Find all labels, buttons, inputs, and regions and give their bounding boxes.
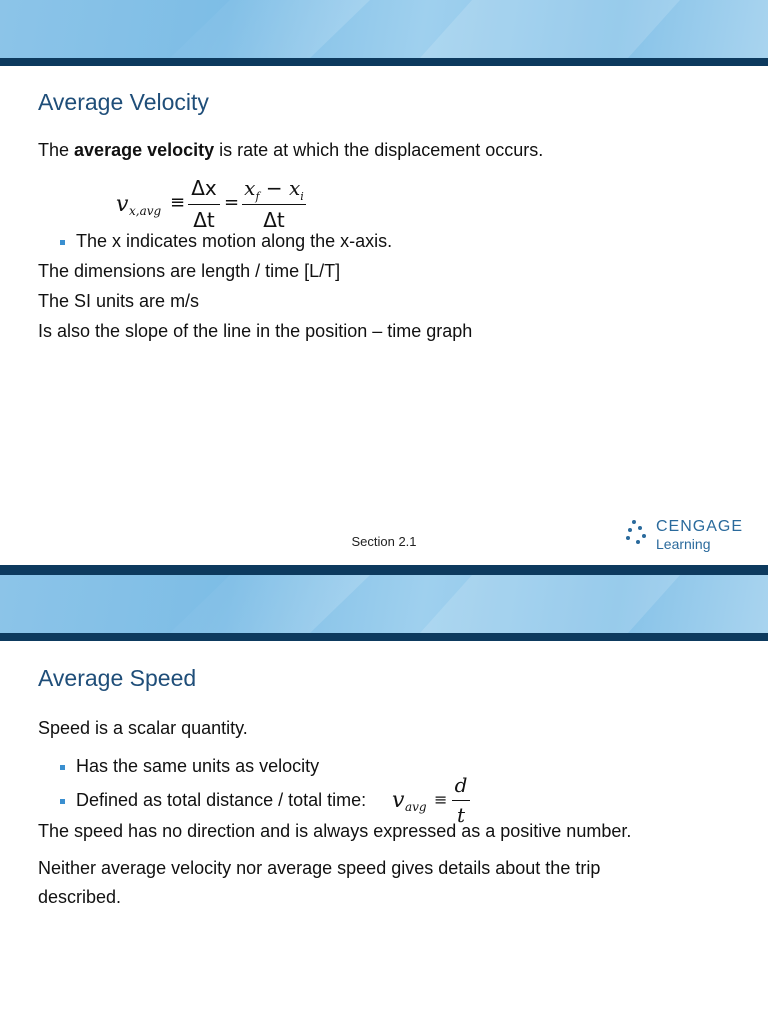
- section-label: Section 2.1: [351, 534, 417, 549]
- frac2-den: Δt: [263, 208, 285, 232]
- logo-text-cengage: CENGAGE: [656, 518, 744, 535]
- bullet-marker: [60, 240, 65, 245]
- slope-line: Is also the slope of the line in the position – time graph: [38, 321, 473, 341]
- logo-dot: [636, 540, 640, 544]
- frac2-xf-sub: f: [255, 190, 260, 203]
- bullet-text: Defined as total distance / total time:: [76, 790, 367, 810]
- speed-bullet-definition: [60, 790, 366, 811]
- logo-dot: [642, 534, 646, 538]
- speed-bullet-units: [60, 756, 319, 777]
- frac2-minus: −: [259, 176, 290, 200]
- frac-den: t: [456, 803, 466, 827]
- fraction-xf-xi: [242, 176, 306, 232]
- intro-pre: The: [38, 140, 75, 160]
- neither-line-2: described.: [38, 887, 122, 907]
- frac2-xi-sub: i: [300, 190, 304, 203]
- dimensions-line: The dimensions are length / time [L/T]: [38, 261, 341, 281]
- frac1-num: Δx: [191, 176, 217, 200]
- bullet-text: The x indicates motion along the x-axis.: [76, 231, 393, 251]
- header-rule-bottom: [0, 633, 768, 641]
- bullet-marker: [60, 765, 65, 770]
- eq-v-sub: x,avg: [129, 204, 162, 218]
- velocity-intro: [38, 140, 543, 161]
- fraction-d-t: [452, 773, 470, 827]
- intro-post: is rate at which the displacement occurs.: [214, 140, 544, 160]
- frac2-xi: x: [289, 176, 301, 200]
- eq-equiv: ≡: [170, 192, 186, 213]
- direction-line: The speed has no direction and is always expressed as a positive number.: [38, 821, 632, 841]
- bullet-marker: [60, 799, 65, 804]
- eq-equiv: ≡: [434, 790, 448, 809]
- header-banner-bottom: [0, 575, 768, 633]
- eq-v: v: [116, 192, 129, 217]
- velocity-equation: [116, 176, 316, 232]
- logo-text-learning: Learning: [656, 536, 711, 552]
- header-banner-top: [0, 0, 768, 58]
- slide-divider-rule: [0, 565, 768, 575]
- frac2-bar: [242, 204, 306, 205]
- slide-title-speed: Average Speed: [38, 665, 197, 691]
- logo-dot: [628, 528, 632, 532]
- velocity-bullet: [60, 231, 392, 252]
- bullet-text: Has the same units as velocity: [76, 756, 320, 776]
- neither-line-1: Neither average velocity nor average speed gives details about the trip: [38, 858, 601, 878]
- speed-intro: Speed is a scalar quantity.: [38, 718, 248, 738]
- logo-dot: [626, 536, 630, 540]
- logo-dot: [638, 526, 642, 530]
- frac-bar: [452, 800, 470, 801]
- header-rule-top: [0, 58, 768, 66]
- fraction-dx-dt: [188, 176, 220, 232]
- frac2-xf: x: [244, 176, 256, 200]
- eq-equals: =: [224, 192, 240, 213]
- eq-v: v: [392, 788, 405, 813]
- si-units-line: The SI units are m/s: [38, 291, 200, 311]
- slide-title-velocity: Average Velocity: [38, 89, 209, 115]
- frac1-bar: [188, 204, 220, 205]
- eq-v-sub: avg: [405, 800, 427, 814]
- frac1-den: Δt: [193, 208, 215, 232]
- logo-dot: [632, 520, 636, 524]
- intro-bold: average velocity: [74, 140, 215, 160]
- cengage-logo: [624, 518, 744, 554]
- frac2-num: [242, 176, 306, 203]
- speed-equation: [392, 773, 482, 827]
- frac-num: d: [454, 773, 468, 797]
